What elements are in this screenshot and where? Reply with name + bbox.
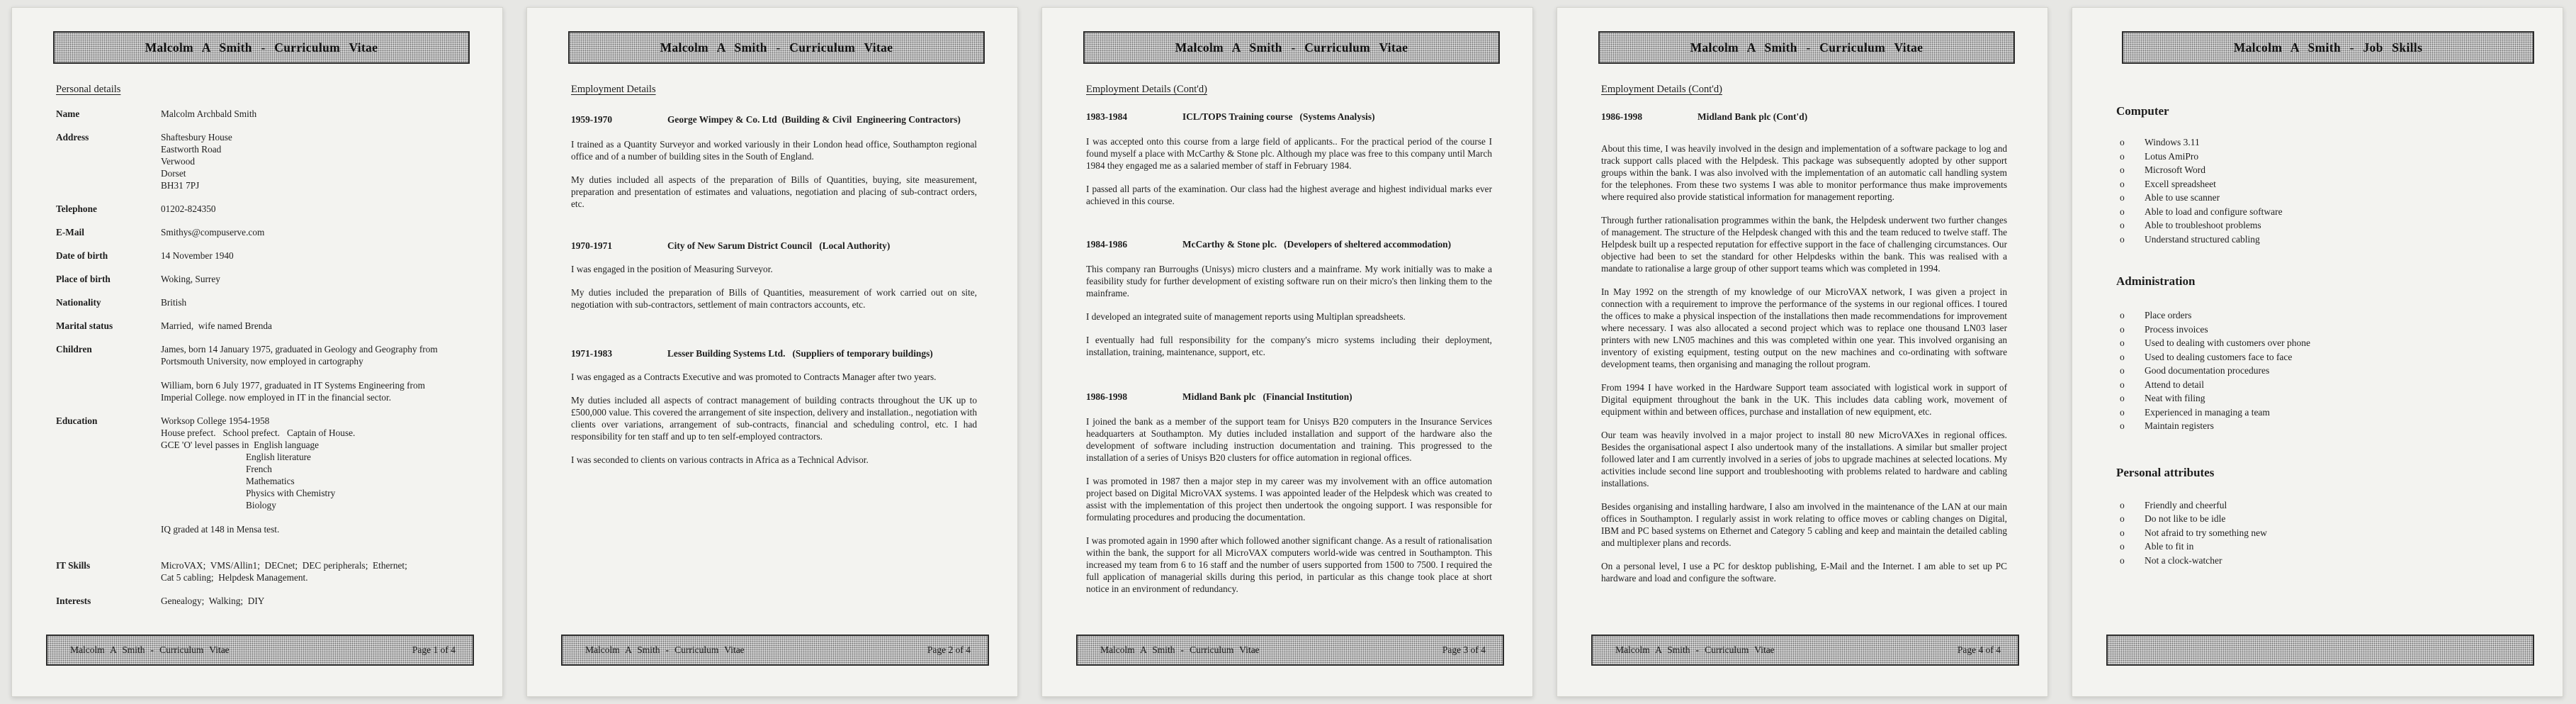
employment-entry — [1086, 111, 1492, 123]
field-label: Nationality — [56, 297, 101, 308]
bullet-glyph: o — [2120, 365, 2125, 376]
detail-row — [56, 226, 462, 238]
page-title: Malcolm A Smith - Curriculum Vitae — [1690, 40, 1923, 55]
skill-label: Do not like to be idle — [2145, 513, 2226, 524]
field-label: Interests — [56, 596, 91, 606]
page-title: Malcolm A Smith - Curriculum Vitae — [145, 40, 378, 55]
spacer — [1086, 464, 1492, 475]
skill-list-item — [2116, 136, 2522, 150]
section-heading: Personal details — [56, 84, 121, 95]
detail-row — [56, 250, 462, 262]
field-value-line: English literature — [246, 452, 311, 462]
page-header-bar — [1598, 31, 2015, 64]
skill-label: Attend to detail — [2145, 379, 2204, 390]
spacer — [1601, 418, 2007, 429]
bullet-glyph: o — [2120, 220, 2125, 230]
skill-list-item — [2116, 499, 2522, 513]
page-header-bar — [2122, 31, 2534, 64]
field-value-line: Imperial College. now employed in IT in the financial sector. — [161, 392, 392, 403]
paragraph: My duties included all aspects of the preparation of Bills of Quantities, buying, site measurement, preparation and presentation of estimates and valuations, negotiation and placing of sub-contract orders, etc. — [571, 174, 977, 209]
field-value-line: Verwood — [161, 156, 196, 167]
field-value-line: Physics with Chemistry — [246, 488, 336, 498]
paragraph: In May 1992 on the strength of my knowledge of our MicroVAX network, I was given a project in connection with a requirement to improve the performance of the systems in our regional offices. I toured the offices to make a physical inspection of the installations then made recommendations for improvement where necessary. I was also allocated a second project which was to replace one thousand LN03 laser printers with new LN05 machines and this was completed within one year. This involved organising an inventory of existing equipment, testing output on the new machines and co-ordinating with software development teams, then organising and managing the rollout program. — [1601, 286, 2007, 369]
bullet-glyph: o — [2120, 164, 2125, 175]
field-value-line: Mathematics — [246, 476, 295, 486]
skill-list-item — [2116, 513, 2522, 527]
employment-entry — [1086, 391, 1492, 403]
skill-list-item — [2116, 540, 2522, 554]
section-heading: Employment Details — [571, 84, 656, 95]
scan-page-5 — [2072, 7, 2563, 697]
employer-name: Midland Bank plc (Financial Institution) — [1182, 391, 1352, 402]
bullet-glyph: o — [2120, 192, 2125, 203]
paragraph: I joined the bank as a member of the support team for Unisys B20 computers in the Insurance Services headquarters at Southampton. My duties included installation and support of the hardware also the development of software including instruction documentation and training. This progressed to the installation of a series of Unisys B20 clusters for office automation in regional offices. — [1086, 416, 1492, 463]
detail-row — [56, 131, 462, 191]
employment-entry — [1601, 111, 2007, 123]
spacer — [56, 98, 462, 108]
field-value-line: Dorset — [161, 168, 186, 179]
spacer — [56, 285, 462, 296]
bullet-glyph: o — [2120, 310, 2125, 320]
footer-page-number: Page 1 of 4 — [412, 644, 456, 655]
scan-page-4 — [1557, 7, 2048, 697]
spacer — [56, 262, 462, 273]
field-label: Telephone — [56, 203, 97, 214]
field-label: E-Mail — [56, 227, 84, 238]
page-title: Malcolm A Smith - Job Skills — [2233, 40, 2423, 55]
skill-label: Windows 3.11 — [2145, 137, 2200, 147]
detail-row — [56, 559, 462, 583]
spacer — [1086, 250, 1492, 263]
field-value-line: BH31 7PJ — [161, 180, 200, 191]
bullet-glyph: o — [2120, 379, 2125, 390]
skill-list-item — [2116, 337, 2522, 351]
page-content — [1601, 64, 2007, 584]
spacer — [1086, 172, 1492, 183]
field-value — [161, 343, 462, 403]
field-value — [161, 296, 462, 308]
skill-label: Able to load and configure software — [2145, 206, 2283, 217]
spacer — [2116, 434, 2522, 466]
spacer — [56, 332, 462, 343]
skill-list-item — [2116, 178, 2522, 192]
footer-page-number: Page 2 of 4 — [927, 644, 971, 655]
field-value — [161, 415, 462, 535]
field-value-line: Woking, Surrey — [161, 274, 220, 284]
field-value — [161, 273, 462, 285]
skill-label: Microsoft Word — [2145, 164, 2206, 175]
employment-date-range: 1959-1970 — [571, 114, 613, 125]
field-label: Children — [56, 344, 92, 354]
paragraph: I trained as a Quantity Surveyor and worked variously in their London head office, Southampton regional office and of a number of building sites in the South of England. — [571, 139, 977, 162]
spacer — [1601, 549, 2007, 560]
skill-label: Process invoices — [2145, 323, 2208, 335]
skill-label: Understand structured cabling — [2145, 233, 2260, 245]
paragraph: On a personal level, I use a PC for desktop publishing, E-Mail and the Internet. I am able to set up PC hardware and load and configure the software. — [1601, 561, 2007, 583]
spacer — [2116, 484, 2522, 499]
spacer — [1086, 299, 1492, 311]
spacer — [1086, 358, 1492, 391]
field-value-line: Malcolm Archbald Smith — [161, 108, 257, 119]
field-value-line: 14 November 1940 — [161, 250, 234, 261]
page-footer-bar — [561, 635, 989, 666]
detail-row — [56, 273, 462, 285]
field-value-line: British — [161, 297, 187, 308]
scan-page-3 — [1041, 7, 1533, 697]
spacer — [1601, 123, 2007, 143]
scan-page-2 — [526, 7, 1018, 697]
paragraph: Through further rationalisation programmes within the bank, the Helpdesk underwent two further changes of management. The structure of the Helpdesk changed with this and the team reduced to twelve staff. The Helpdesk built up a respected reputation for effective support in the face of challenging circumstances. Our objective had been to set the standard for other Helpdesks within the bank. This was realised with a mandate to rationalise a large group of other support teams which was completed in 1994. — [1601, 215, 2007, 274]
page-content — [571, 64, 977, 466]
page-footer-bar — [2106, 635, 2534, 666]
field-label: IT Skills — [56, 560, 91, 571]
paragraph: I was seconded to clients on various contracts in Africa as a Technical Advisor. — [571, 454, 869, 465]
field-value-line: James, born 14 January 1975, graduated in Geology and Geography from — [161, 344, 438, 354]
skill-list-item — [2116, 527, 2522, 541]
employment-entry — [571, 347, 977, 359]
field-value — [161, 320, 462, 332]
employer-name: Lesser Building Systems Ltd. (Suppliers of temporary buildings) — [667, 348, 933, 359]
field-value-line: Worksop College 1954-1958 — [161, 415, 270, 426]
employer-name: City of New Sarum District Council (Local Authority) — [667, 240, 891, 251]
paragraph: This company ran Burroughs (Unisys) micro clusters and a mainframe. My work initially was to make a feasibility study for further development of existing software run on their micro's then linking them to the mainframe. — [1086, 264, 1492, 298]
skills-list — [2116, 309, 2522, 434]
scan-page-1 — [11, 7, 503, 697]
skill-list-item — [2116, 392, 2522, 406]
bullet-glyph: o — [2120, 499, 2125, 510]
field-value-line: William, born 6 July 1977, graduated in IT Systems Engineering from — [161, 380, 425, 391]
spacer — [2116, 64, 2522, 105]
bullet-glyph: o — [2120, 178, 2125, 189]
skill-list-item — [2116, 406, 2522, 420]
skill-list-item — [2116, 233, 2522, 247]
paragraph: Besides organising and installing hardware, I also am involved in the maintenance of the LAN at our main offices in Southampton. I regularly assist in work relating to office moves or cabling changes on Digital, IBM and PC based systems on Ethernet and Category 5 cabling and keep and maintain the detailed cabling and multiplexer plans and records. — [1601, 501, 2007, 548]
paragraph: I was promoted in 1987 then a major step in my career was my involvement with an office automation project based on Digital MicroVAX systems. I was appointed leader of the Helpdesk which was created to assist with the implementation of this project then undertook the ongoing support. I was responsible for formulating procedures and producing the documentation. — [1086, 476, 1492, 523]
detail-row — [56, 595, 462, 607]
employer-name: ICL/TOPS Training course (Systems Analysis) — [1182, 111, 1375, 122]
employment-date-range: 1971-1983 — [571, 348, 613, 359]
paragraph: My duties included the preparation of Bills of Quantities, measurement of work carried out on site, negotiation with sub-contractors, settlement of main contractors accounts, etc. — [571, 287, 977, 310]
spacer — [56, 238, 462, 250]
spacer — [56, 120, 462, 131]
field-value-line: Genealogy; Walking; DIY — [161, 596, 265, 606]
field-value-line: MicroVAX; VMS/Allin1; DECnet; DEC peripherals; Ethernet; — [161, 560, 407, 571]
skill-list-item — [2116, 309, 2522, 323]
field-value-line — [161, 511, 462, 523]
spacer — [1086, 64, 1492, 84]
bullet-glyph: o — [2120, 137, 2125, 147]
skill-list-item — [2116, 554, 2522, 569]
field-value-line: French — [246, 464, 272, 474]
employment-entry — [1086, 238, 1492, 250]
field-value-line: Shaftesbury House — [161, 132, 232, 143]
footer-title: Malcolm A Smith - Curriculum Vitae — [1615, 644, 1775, 655]
bullet-glyph: o — [2120, 206, 2125, 217]
field-value — [161, 108, 462, 120]
skills-section-heading: Personal attributes — [2116, 465, 2215, 479]
page-content — [2116, 64, 2522, 568]
spacer — [1601, 64, 2007, 84]
field-value-line: Cat 5 cabling; Helpdesk Management. — [161, 572, 308, 583]
footer-title: Malcolm A Smith - Curriculum Vitae — [70, 644, 230, 655]
field-value — [161, 250, 462, 262]
spacer — [571, 311, 977, 347]
paragraph: I developed an integrated suite of management reports using Multiplan spreadsheets. — [1086, 311, 1406, 322]
spacer — [56, 403, 462, 415]
field-value-line: 01202-824350 — [161, 203, 216, 214]
field-value-line — [161, 367, 462, 379]
skill-label: Good documentation procedures — [2145, 365, 2270, 376]
bullet-glyph: o — [2120, 337, 2125, 348]
spacer — [2116, 292, 2522, 309]
skill-list-item — [2116, 351, 2522, 365]
footer-page-number: Page 3 of 4 — [1442, 644, 1486, 655]
spacer — [2116, 122, 2522, 136]
field-value — [161, 131, 462, 191]
spacer — [571, 210, 977, 240]
spacer — [1086, 123, 1492, 135]
spacer — [56, 583, 462, 595]
spacer — [1601, 203, 2007, 214]
spacer — [56, 191, 462, 203]
paragraph: I was accepted onto this course from a large field of applicants.. For the practical period of the course I found myself a place with McCarthy & Stone plc. Although my place was free to this company until March 1984 they engaged me as a salaried member of staff in February 1984. — [1086, 136, 1492, 171]
skill-label: Lotus AmiPro — [2145, 150, 2199, 162]
bullet-glyph: o — [2120, 406, 2125, 418]
spacer — [571, 252, 977, 263]
skills-list — [2116, 136, 2522, 247]
footer-page-number: Page 4 of 4 — [1957, 644, 2001, 655]
field-label: Date of birth — [56, 250, 108, 261]
spacer — [56, 64, 462, 84]
detail-row — [56, 108, 462, 120]
detail-row — [56, 320, 462, 332]
spacer — [571, 162, 977, 174]
employment-date-range: 1984-1986 — [1086, 239, 1128, 250]
field-value-line: Married, wife named Brenda — [161, 320, 272, 331]
field-value-line: GCE 'O' level passes in English language — [161, 440, 320, 450]
employment-date-range: 1986-1998 — [1086, 391, 1128, 402]
detail-row — [56, 296, 462, 308]
skill-label: Not afraid to try something new — [2145, 527, 2267, 538]
skill-list-item — [2116, 150, 2522, 164]
page-title: Malcolm A Smith - Curriculum Vitae — [660, 40, 893, 55]
spacer — [1086, 207, 1492, 238]
paragraph: I passed all parts of the examination. Our class had the highest average and highest individual marks ever achieved in this course. — [1086, 184, 1492, 206]
skill-list-item — [2116, 364, 2522, 379]
field-value — [161, 595, 462, 607]
page-footer-bar — [1076, 635, 1504, 666]
page-header-bar — [53, 31, 470, 64]
field-label: Marital status — [56, 320, 113, 331]
skill-label: Experienced in managing a team — [2145, 406, 2270, 418]
field-value — [161, 203, 462, 215]
detail-row — [56, 415, 462, 535]
skill-label: Place orders — [2145, 310, 2192, 320]
spacer — [56, 535, 462, 559]
skill-label: Not a clock-watcher — [2145, 554, 2222, 566]
footer-title: Malcolm A Smith - Curriculum Vitae — [585, 644, 745, 655]
skill-label: Able to troubleshoot problems — [2145, 220, 2261, 230]
skill-label: Used to dealing with customers over phone — [2145, 337, 2310, 348]
employment-date-range: 1986-1998 — [1601, 111, 1643, 122]
paragraph: I was promoted again in 1990 after which followed another significant change. As a result of rationalisation within the bank, the support for all MicroVAX computers world-wide was centred in Southampton. This increased my team from 6 to 16 staff and the number of users supported from 1500 to 7500. I required the full application of managerial skills during this period, in particular as this change took place at short notice in an environment of redundancy. — [1086, 535, 1492, 594]
section-heading: Employment Details (Cont'd) — [1086, 84, 1207, 95]
spacer — [1086, 323, 1492, 334]
skills-section-heading: Administration — [2116, 274, 2196, 288]
skill-list-item — [2116, 379, 2522, 393]
skill-list-item — [2116, 323, 2522, 337]
skill-list-item — [2116, 164, 2522, 178]
spacer — [1601, 98, 2007, 111]
skill-list-item — [2116, 191, 2522, 206]
spacer — [1601, 274, 2007, 286]
employment-entry — [571, 240, 977, 252]
detail-row — [56, 203, 462, 215]
bullet-glyph: o — [2120, 323, 2125, 335]
employment-date-range: 1970-1971 — [571, 240, 613, 251]
bullet-glyph: o — [2120, 393, 2125, 403]
skill-label: Able to fit in — [2145, 541, 2194, 552]
bullet-glyph: o — [2120, 513, 2125, 524]
spacer — [571, 64, 977, 84]
spacer — [1086, 523, 1492, 535]
bullet-glyph: o — [2120, 527, 2125, 538]
spacer — [571, 275, 977, 286]
spacer — [571, 98, 977, 113]
spacer — [1601, 489, 2007, 501]
footer-title: Malcolm A Smith - Curriculum Vitae — [1100, 644, 1260, 655]
field-label: Name — [56, 108, 80, 119]
field-value-line: Biology — [246, 500, 276, 510]
skills-list — [2116, 499, 2522, 569]
skill-list-item — [2116, 219, 2522, 233]
spacer — [2116, 247, 2522, 275]
skill-label: Used to dealing customers face to face — [2145, 351, 2293, 362]
spacer — [1086, 403, 1492, 415]
spacer — [571, 442, 977, 454]
skill-label: Maintain registers — [2145, 420, 2214, 431]
paragraph: My duties included all aspects of contract management of building contracts throughout the UK up to £500,000 value. This covered the arrangement of site inspection, delivery and installation., negotiation with clients over variations, arrangement of sub-contracts, financial and scheduling control, etc. I had responsibility for ten staff and up to ten self-employed contractors. — [571, 395, 977, 442]
skill-list-item — [2116, 206, 2522, 220]
detail-row — [56, 343, 462, 403]
paragraph: About this time, I was heavily involved in the design and implementation of a software package to log and track support calls placed with the Helpdesk. This package was subsequently adopted by other support groups within the bank. I was also involved with the implementation of an automatic call handling system for the telephones. From these two systems I was able to monitor performance thus make improvements where required also provide statistical information for management reporting. — [1601, 143, 2007, 202]
paragraph: I was engaged in the position of Measuring Surveyor. — [571, 264, 773, 274]
employment-entry — [571, 113, 977, 125]
skill-list-item — [2116, 420, 2522, 434]
spacer — [1086, 98, 1492, 111]
paragraph: Our team was heavily involved in a major project to install 80 new MicroVAXes in regional offices. Besides the organisational aspect I also undertook many of the installations. A similar but smaller project followed later and I am currently involved in a series of jobs to upgrade machines at selected locations. My activities include second line support and troubleshooting with problems related to hardware and cabling installations. — [1601, 430, 2007, 488]
page-content — [1086, 64, 1492, 595]
field-value — [161, 559, 462, 583]
page-title: Malcolm A Smith - Curriculum Vitae — [1175, 40, 1408, 55]
paragraph: From 1994 I have worked in the Hardware Support team associated with logistical work in support of Digital equipment throughout the bank in the UK. This includes data cabling work, movement of equipment within and between offices, purchase and installation of new equipment, etc. — [1601, 382, 2007, 417]
field-label: Place of birth — [56, 274, 111, 284]
field-label: Education — [56, 415, 98, 426]
skills-section-heading: Computer — [2116, 104, 2169, 118]
page-footer-bar — [46, 635, 474, 666]
field-value-line: IQ graded at 148 in Mensa test. — [161, 524, 280, 535]
employer-name: McCarthy & Stone plc. (Developers of sheltered accommodation) — [1182, 239, 1452, 250]
page-footer-bar — [1591, 635, 2019, 666]
employer-name: Midland Bank plc (Cont'd) — [1697, 111, 1808, 122]
field-value — [161, 226, 462, 238]
spacer — [56, 308, 462, 320]
bullet-glyph: o — [2120, 233, 2125, 245]
skill-label: Excell spreadsheet — [2145, 178, 2216, 189]
spacer — [571, 125, 977, 138]
paragraph: I eventually had full responsibility for the company's micro systems including their deployment, installation, training, maintenance, support, etc. — [1086, 335, 1492, 357]
skill-label: Friendly and cheerful — [2145, 499, 2227, 510]
employer-name: George Wimpey & Co. Ltd (Building & Civil Engineering Contractors) — [667, 114, 961, 125]
paragraph: I was engaged as a Contracts Executive and was promoted to Contracts Manager after two years. — [571, 371, 937, 382]
skill-label: Able to use scanner — [2145, 192, 2220, 203]
page-header-bar — [568, 31, 985, 64]
field-value-line: Eastworth Road — [161, 144, 222, 155]
page-content — [56, 64, 462, 607]
bullet-glyph: o — [2120, 554, 2125, 566]
field-value-line: Smithys@compuserve.com — [161, 227, 265, 238]
field-value-line: Portsmouth University, now employed in cartography — [161, 356, 363, 367]
spacer — [571, 359, 977, 371]
page-header-bar — [1083, 31, 1500, 64]
bullet-glyph: o — [2120, 420, 2125, 431]
employment-date-range: 1983-1984 — [1086, 111, 1128, 122]
section-heading: Employment Details (Cont'd) — [1601, 84, 1722, 95]
spacer — [1601, 370, 2007, 381]
spacer — [56, 215, 462, 226]
skill-label: Neat with filing — [2145, 393, 2205, 403]
field-value-line: House prefect. School prefect. Captain of House. — [161, 428, 356, 438]
bullet-glyph: o — [2120, 351, 2125, 362]
spacer — [571, 383, 977, 394]
field-label: Address — [56, 132, 89, 143]
bullet-glyph: o — [2120, 541, 2125, 552]
bullet-glyph: o — [2120, 150, 2125, 162]
